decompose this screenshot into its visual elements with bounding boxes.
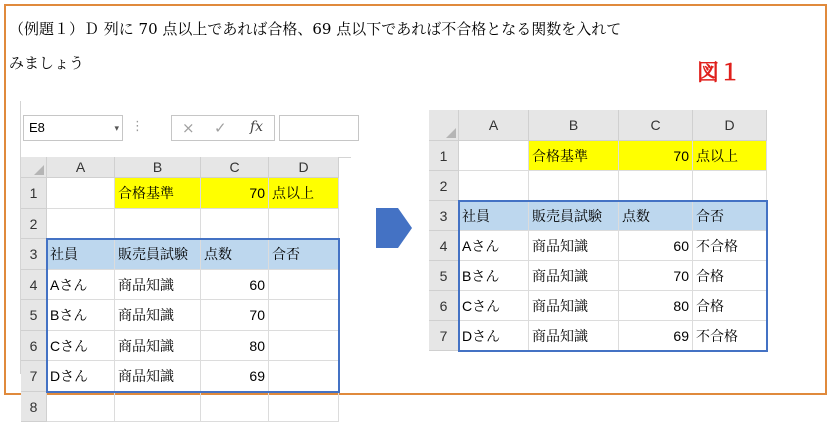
cell-c7[interactable]: 69 <box>619 321 693 351</box>
cell-a3[interactable]: 社員 <box>459 201 529 231</box>
column-header-c[interactable]: C <box>619 110 693 141</box>
column-header-a[interactable]: A <box>459 110 529 141</box>
corner-triangle-icon <box>446 128 456 138</box>
cell-a7[interactable]: Dさん <box>47 361 115 392</box>
row-header-3[interactable]: 3 <box>21 239 47 270</box>
cell-c3[interactable]: 点数 <box>619 201 693 231</box>
arrow-right-icon <box>376 208 412 248</box>
cell-c8[interactable] <box>201 392 269 422</box>
cell-d6[interactable] <box>269 331 339 362</box>
row-header-7[interactable]: 7 <box>429 321 459 351</box>
cell-b5[interactable]: 商品知識 <box>115 300 201 331</box>
cell-b5[interactable]: 商品知識 <box>529 261 619 291</box>
cell-c1[interactable]: 70 <box>201 178 269 209</box>
cell-d4[interactable]: 不合格 <box>693 231 767 261</box>
question-line-2: みましょう <box>9 46 809 80</box>
cell-d6[interactable]: 合格 <box>693 291 767 321</box>
cell-b8[interactable] <box>115 392 201 422</box>
cell-b3[interactable]: 販売員試験 <box>115 239 201 270</box>
left-spreadsheet <box>20 101 351 374</box>
enter-icon[interactable]: ✓ <box>214 119 227 137</box>
cell-a1[interactable] <box>459 141 529 171</box>
cell-a1[interactable] <box>47 178 115 209</box>
row-header-4[interactable]: 4 <box>429 231 459 261</box>
cell-a2[interactable] <box>47 209 115 240</box>
column-header-d[interactable]: D <box>693 110 767 141</box>
cell-d5[interactable] <box>269 300 339 331</box>
cell-d1[interactable]: 点以上 <box>269 178 339 209</box>
cell-d8[interactable] <box>269 392 339 422</box>
column-header-d[interactable]: D <box>269 157 339 178</box>
cell-d1[interactable]: 点以上 <box>693 141 767 171</box>
cell-a4[interactable]: Aさん <box>459 231 529 261</box>
select-all-corner[interactable] <box>21 157 47 178</box>
cell-c3[interactable]: 点数 <box>201 239 269 270</box>
column-header-a[interactable]: A <box>47 157 115 178</box>
cell-c5[interactable]: 70 <box>619 261 693 291</box>
column-header-b[interactable]: B <box>115 157 201 178</box>
cell-a6[interactable]: Cさん <box>459 291 529 321</box>
cell-d3[interactable]: 合否 <box>693 201 767 231</box>
row-header-1[interactable]: 1 <box>21 178 47 209</box>
formula-input[interactable] <box>279 115 359 141</box>
cell-c7[interactable]: 69 <box>201 361 269 392</box>
row-header-6[interactable]: 6 <box>429 291 459 321</box>
cell-a8[interactable] <box>47 392 115 422</box>
column-header-c[interactable]: C <box>201 157 269 178</box>
cell-c2[interactable] <box>201 209 269 240</box>
cell-d4[interactable] <box>269 270 339 301</box>
formula-actions <box>171 115 275 141</box>
cancel-icon[interactable]: × <box>182 119 195 137</box>
row-header-2[interactable]: 2 <box>429 171 459 201</box>
cell-d7[interactable] <box>269 361 339 392</box>
row-header-5[interactable]: 5 <box>429 261 459 291</box>
chevron-down-icon[interactable]: ▾ <box>114 116 119 140</box>
question-line-1: （例題１）Ｄ 列に 70 点以上であれば合格、69 点以下であれば不合格となる関数を入れて <box>9 12 809 46</box>
cell-d5[interactable]: 合格 <box>693 261 767 291</box>
formula-bar <box>21 101 351 158</box>
cell-b4[interactable]: 商品知識 <box>529 231 619 261</box>
corner-triangle-icon <box>34 165 44 175</box>
cell-a5[interactable]: Bさん <box>459 261 529 291</box>
cell-a7[interactable]: Dさん <box>459 321 529 351</box>
cell-c5[interactable]: 70 <box>201 300 269 331</box>
cell-a6[interactable]: Cさん <box>47 331 115 362</box>
cell-a5[interactable]: Bさん <box>47 300 115 331</box>
cell-c4[interactable]: 60 <box>619 231 693 261</box>
name-box-value: E8 <box>29 120 45 135</box>
cell-b2[interactable] <box>115 209 201 240</box>
cell-d2[interactable] <box>693 171 767 201</box>
cell-b4[interactable]: 商品知識 <box>115 270 201 301</box>
row-header-3[interactable]: 3 <box>429 201 459 231</box>
cell-b7[interactable]: 商品知識 <box>529 321 619 351</box>
cell-b2[interactable] <box>529 171 619 201</box>
row-header-1[interactable]: 1 <box>429 141 459 171</box>
row-header-5[interactable]: 5 <box>21 300 47 331</box>
drag-handle-icon[interactable]: ⋮ <box>131 119 144 134</box>
select-all-corner[interactable] <box>429 110 459 141</box>
row-header-4[interactable]: 4 <box>21 270 47 301</box>
row-header-7[interactable]: 7 <box>21 361 47 392</box>
cell-b1[interactable]: 合格基準 <box>529 141 619 171</box>
cell-b3[interactable]: 販売員試験 <box>529 201 619 231</box>
name-box[interactable] <box>23 115 123 141</box>
cell-c1[interactable]: 70 <box>619 141 693 171</box>
cell-b6[interactable]: 商品知識 <box>529 291 619 321</box>
cell-d7[interactable]: 不合格 <box>693 321 767 351</box>
cell-c2[interactable] <box>619 171 693 201</box>
cell-a3[interactable]: 社員 <box>47 239 115 270</box>
cell-a2[interactable] <box>459 171 529 201</box>
cell-c4[interactable]: 60 <box>201 270 269 301</box>
figure-label: 図１ <box>697 56 741 87</box>
column-header-b[interactable]: B <box>529 110 619 141</box>
row-header-8[interactable]: 8 <box>21 392 47 422</box>
cell-c6[interactable]: 80 <box>619 291 693 321</box>
cell-c6[interactable]: 80 <box>201 331 269 362</box>
row-header-2[interactable]: 2 <box>21 209 47 240</box>
cell-d2[interactable] <box>269 209 339 240</box>
cell-b6[interactable]: 商品知識 <box>115 331 201 362</box>
cell-b7[interactable]: 商品知識 <box>115 361 201 392</box>
question-text <box>9 12 809 80</box>
cell-b1[interactable]: 合格基準 <box>115 178 201 209</box>
row-header-6[interactable]: 6 <box>21 331 47 362</box>
function-icon[interactable]: fx <box>250 119 263 135</box>
cell-d3[interactable]: 合否 <box>269 239 339 270</box>
right-spreadsheet <box>429 110 777 366</box>
cell-a4[interactable]: Aさん <box>47 270 115 301</box>
